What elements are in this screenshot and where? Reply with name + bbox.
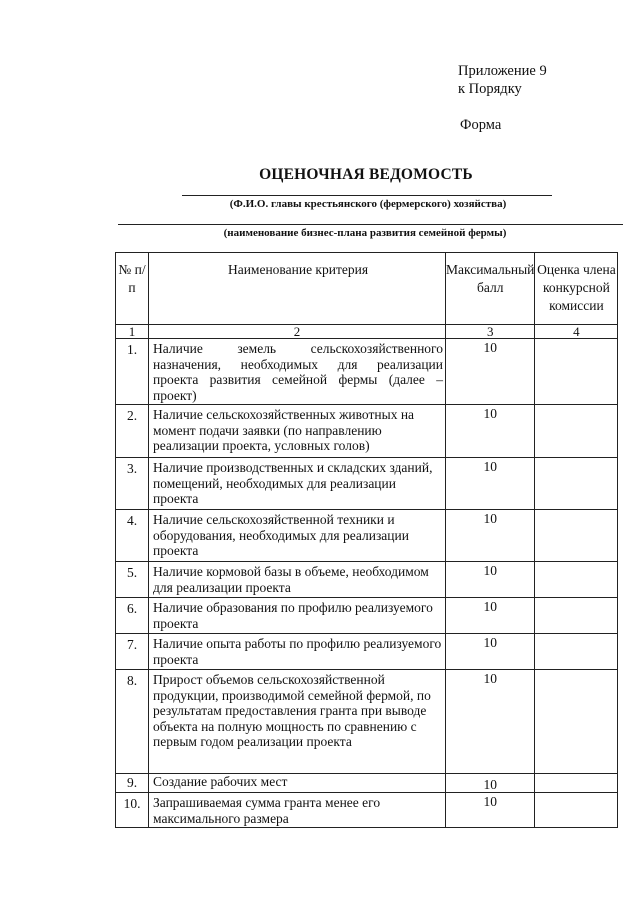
row-number: 8. [116,670,149,774]
criterion-text: Прирост объемов сельскохозяйственной продукции, производимой семейной фермой, по результатам предоставления гранта при выводе объекта на полную мощность по сравнению с первым годом реализации проекта [149,670,446,774]
evaluation-cell[interactable] [535,793,618,828]
table-row [116,562,618,598]
header-max-score: Максимальный балл [446,253,535,325]
row-number: 6. [116,598,149,634]
table-row [116,458,618,510]
criterion-text: Наличие опыта работы по профилю реализуемого проекта [149,634,446,670]
header-number: № п/п [116,253,149,325]
table-row [116,774,618,793]
row-number: 4. [116,510,149,562]
max-score: 10 [446,562,535,598]
table-row [116,510,618,562]
evaluation-cell[interactable] [535,634,618,670]
row-number: 1. [116,339,149,405]
max-score: 10 [446,670,535,774]
table-header-row [116,253,618,325]
evaluation-cell[interactable] [535,458,618,510]
fill-line-head-name [182,195,552,196]
caption-head-name: (Ф.И.О. главы крестьянского (фермерского) хозяйства) [229,198,507,210]
table-row [116,793,618,828]
row-number: 5. [116,562,149,598]
criterion-text: Создание рабочих мест [149,774,446,793]
evaluation-cell[interactable] [535,670,618,774]
max-score: 10 [446,634,535,670]
column-number-row [116,325,618,339]
document-title: ОЦЕНОЧНАЯ ВЕДОМОСТЬ [259,166,473,183]
max-score: 10 [446,774,535,793]
max-score: 10 [446,793,535,828]
criterion-text: Запрашиваемая сумма гранта менее его максимального размера [149,793,446,828]
table-row [116,634,618,670]
column-number: 4 [535,325,618,339]
evaluation-cell[interactable] [535,562,618,598]
evaluation-cell[interactable] [535,405,618,458]
max-score: 10 [446,598,535,634]
criterion-text: Наличие образования по профилю реализуемого проекта [149,598,446,634]
criterion-text: Наличие сельскохозяйственных животных на момент подачи заявки (по направлению реализации проекта, условных голов) [149,405,446,458]
max-score: 10 [446,339,535,405]
column-number: 2 [149,325,446,339]
criterion-text: Наличие земель сельскохозяйственного назначения, необходимых для реализации проекта развития семейной фермы (далее – проект) [149,339,446,405]
row-number: 10. [116,793,149,828]
header-criterion: Наименование критерия [149,253,446,325]
table-row [116,405,618,458]
fill-line-business-plan [118,224,623,225]
criterion-text: Наличие производственных и складских зданий, помещений, необходимых для реализации проекта [149,458,446,510]
table-row [116,598,618,634]
table-row [116,670,618,774]
header-evaluation: Оценка члена конкурсной комиссии [535,253,618,325]
evaluation-table [115,252,618,828]
max-score: 10 [446,405,535,458]
form-label: Форма [460,117,502,133]
column-number: 1 [116,325,149,339]
column-number: 3 [446,325,535,339]
row-number: 9. [116,774,149,793]
table-row [116,339,618,405]
criterion-text: Наличие сельскохозяйственной техники и оборудования, необходимых для реализации проекта [149,510,446,562]
evaluation-cell[interactable] [535,510,618,562]
criterion-text: Наличие кормовой базы в объеме, необходимом для реализации проекта [149,562,446,598]
annex-line-2: к Порядку [458,81,522,97]
annex-line-1: Приложение 9 [458,63,547,79]
evaluation-cell[interactable] [535,339,618,405]
evaluation-cell[interactable] [535,598,618,634]
row-number: 7. [116,634,149,670]
max-score: 10 [446,458,535,510]
row-number: 2. [116,405,149,458]
evaluation-cell[interactable] [535,774,618,793]
annex-reference [458,62,547,98]
row-number: 3. [116,458,149,510]
max-score: 10 [446,510,535,562]
caption-business-plan: (наименование бизнес-плана развития семейной фермы) [223,227,507,239]
